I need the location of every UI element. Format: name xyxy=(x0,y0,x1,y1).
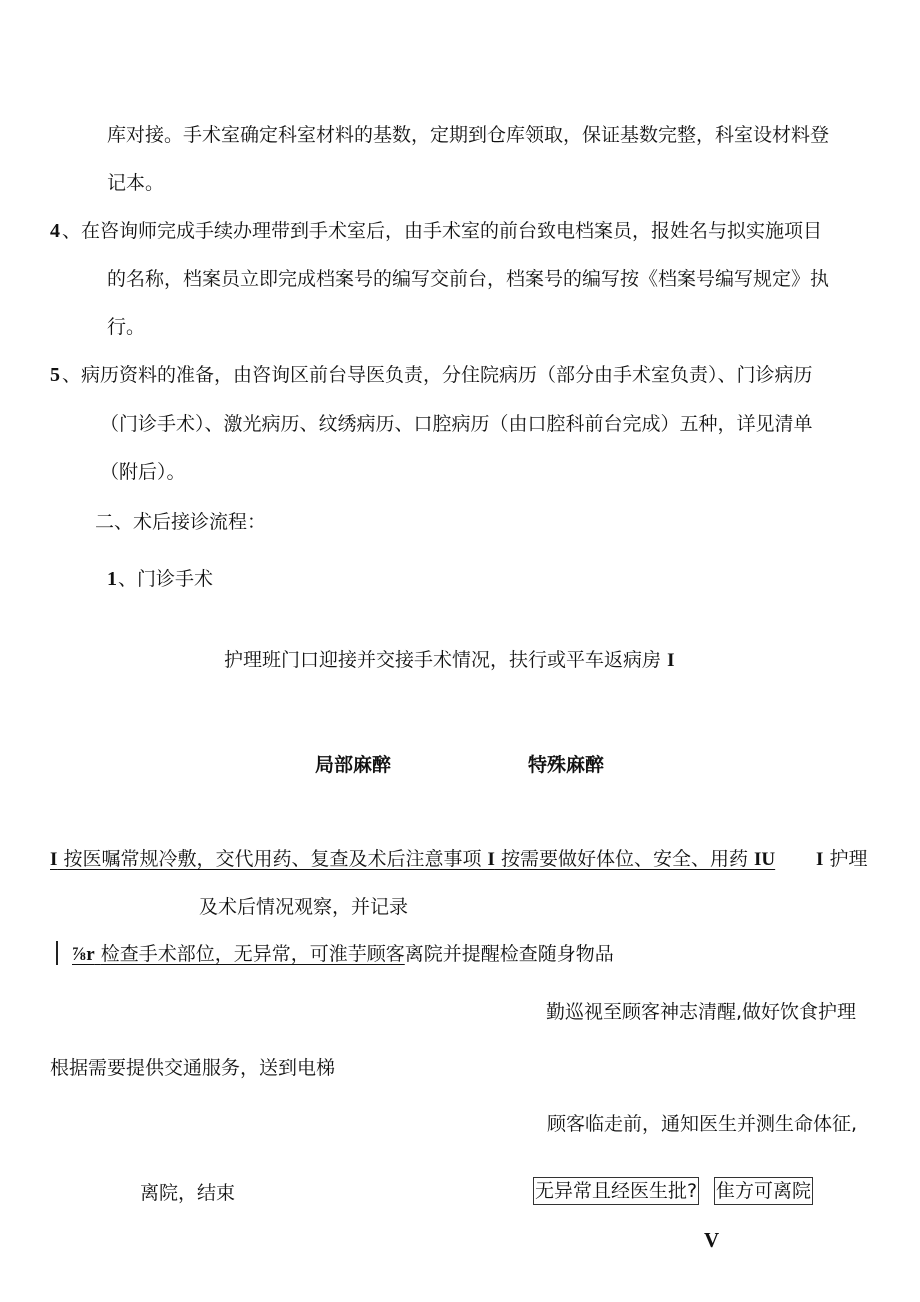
flow-mark: ⅞r xyxy=(72,944,95,965)
flow-mark: IU xyxy=(754,849,776,870)
flow-label-special-anesthesia: 特殊麻醉 xyxy=(528,754,605,776)
item-4-line-1: 、在咨询师完成手续办理带到手术室后，由手术室的前台致电档案员，报姓名与拟实施项目 xyxy=(62,220,823,242)
item-5-line-1: 、病历资料的准备，由咨询区前台导医负责，分住院病历（部分由手术室负责）、门诊病历 xyxy=(62,364,813,386)
flow-discharge-box-left: 无异常且经医生批? xyxy=(533,1177,699,1205)
flow-observation-step: 及术后情况观察，并记录 xyxy=(199,896,409,918)
flow-mark: I xyxy=(487,849,495,870)
paragraph-3-line-1: 库对接。手术室确定科室材料的基数，定期到仓库领取，保证基数完整，科室设材料登 xyxy=(107,124,830,146)
flow-transport-step: 根据需要提供交通服务，送到电梯 xyxy=(50,1057,336,1079)
flow-special-care-text: 按需要做好体位、安全、用药 xyxy=(500,848,748,870)
flow-arrow-mark: V xyxy=(704,1228,720,1252)
flow-check-step xyxy=(72,941,614,968)
item-4-number: 4 xyxy=(50,220,60,242)
flow-mark: I xyxy=(667,650,675,671)
flow-label-local-anesthesia: 局部麻醉 xyxy=(315,754,392,776)
flow-patrol-step: 勤巡视至顾客神志清醒,做好饮食护理 xyxy=(546,1001,857,1023)
flow-care-row-underlined xyxy=(50,848,775,870)
item-5-number: 5 xyxy=(50,364,60,386)
flow-mark: I xyxy=(50,849,58,870)
flow-check-text: 检查手术部位，无异常，可淮芋顾客 xyxy=(100,943,405,965)
flow-check-text-rest: 离院并提醒检查随身物品 xyxy=(404,943,614,965)
flow-reception-text: 护理班门口迎接并交接手术情况，扶行或平车返病房 xyxy=(224,649,662,671)
flow-reception-step xyxy=(224,647,674,674)
item-5-line-2: （门诊手术）、激光病历、纹绣病历、口腔病历（由口腔科前台完成）五种，详见清单 xyxy=(100,413,813,435)
flow-mark: I xyxy=(816,849,824,870)
item-4-line-3: 行。 xyxy=(107,316,146,338)
flow-pre-leave-step: 顾客临走前，通知医生并测生命体征, xyxy=(547,1113,858,1135)
flow-end-step: 离院，结束 xyxy=(140,1182,236,1204)
flow-local-care-text: 按医嘱常规冷敷，交代用药、复查及术后注意事项 xyxy=(63,848,482,870)
flow-nursing-label xyxy=(816,846,867,873)
flow-nursing-text: 护理 xyxy=(829,848,868,870)
subsection-1-title: 、门诊手术 xyxy=(118,568,214,590)
flow-check-underlined xyxy=(72,943,405,965)
flow-discharge-box-right: 隹方可离院 xyxy=(714,1177,813,1205)
paragraph-3-line-2: 记本。 xyxy=(107,172,165,194)
flow-connector-bar xyxy=(56,941,58,965)
item-4-line-2: 的名称，档案员立即完成档案号的编写交前台，档案号的编写按《档案号编写规定》执 xyxy=(107,268,830,290)
item-5-line-3: （附后）。 xyxy=(100,461,186,483)
subsection-1-number: 1 xyxy=(107,568,117,590)
flow-care-row xyxy=(50,846,775,873)
section-2-heading: 二、术后接诊流程： xyxy=(95,511,267,533)
